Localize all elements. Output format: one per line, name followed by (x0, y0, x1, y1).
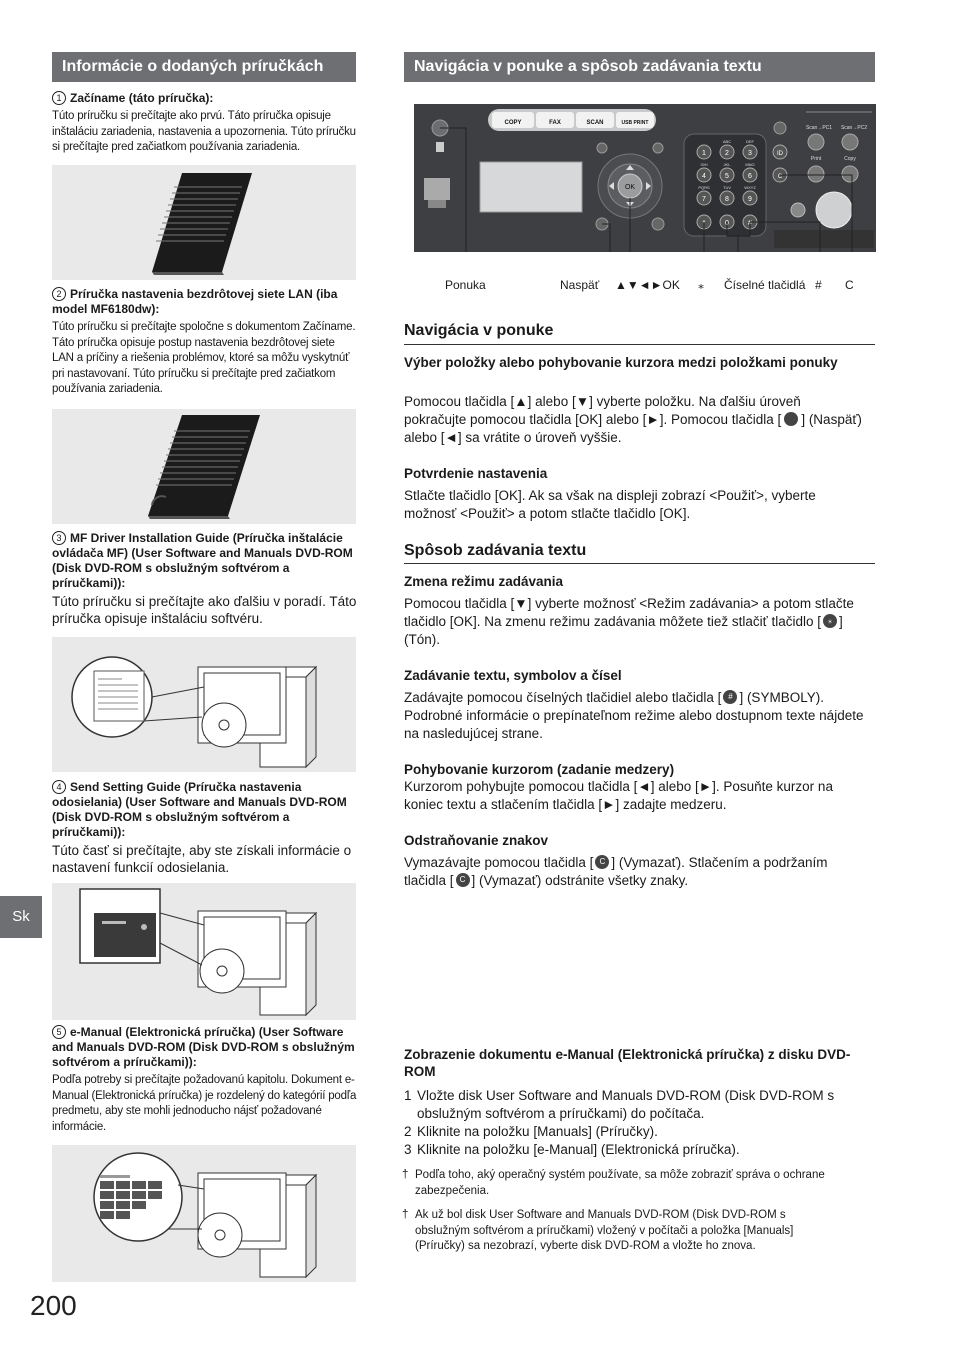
text-paragraph-delete: Vymazávajte pomocou tlačidla [ C ] (Vymazať). Stlačením a podržaním tlačidla [ C ] (Vymazať) odstránite všetky znaky. (404, 855, 828, 888)
nav-section-title: Navigácia v ponuke (404, 322, 554, 339)
manual-item-body: Túto príručku si prečítajte ako prvú. Táto príručka opisuje inštaláciu zariadenia, nastavenia a upozornenia. Túto príručku si prečítajte pred začiatkom používania zariadenia. (52, 110, 356, 153)
callout-star: ⁎ (698, 278, 704, 292)
callout-hash: # (815, 278, 822, 292)
callout-arrows-ok: ▲▼◄►OK (615, 278, 680, 292)
control-panel-illustration (414, 104, 876, 252)
computer-dvd-illustration (52, 883, 356, 1020)
tone-button-icon: ⁎ (823, 614, 837, 628)
manual-item-4 (52, 780, 358, 876)
text-subheading-delete: Odstraňovanie znakov (404, 833, 549, 848)
copy2-label: Copy (844, 156, 856, 162)
manual-item-body: Podľa potreby si prečítajte požadovanú kapitolu. Dokument e-Manual (Elektronická príručka) je rozdelený do kategórií podľa predmetu, aby ste mohli jednoducho nájsť požadované informácie. (52, 1074, 357, 1133)
booklet-illustration (52, 409, 356, 524)
booklet-illustration (52, 165, 356, 280)
key-4-letters: GHI (700, 162, 708, 167)
key-8: 8 (725, 196, 729, 203)
manual-item-2 (52, 287, 358, 398)
callout-labels (414, 278, 876, 296)
control-panel-diagram (414, 104, 876, 252)
manual-item-body: Túto časť si prečítajte, aby ste získali informácie o nastavení funkcií odosielania. (52, 843, 352, 875)
key-0: 0 (725, 220, 729, 227)
number-2-icon: 2 (52, 287, 66, 301)
list-item: 1 Vložte disk User Software and Manuals DVD-ROM (Disk DVD-ROM s obslužným softvérom a príručkami) do počítača. (404, 1088, 835, 1121)
computer-icon (52, 883, 356, 1020)
computer-dvd-illustration (52, 637, 356, 772)
number-3-icon: 3 (52, 531, 66, 545)
text-paragraph-input: Zadávajte pomocou číselných tlačidiel alebo tlačidla [ # ] (SYMBOLY). Podrobné informácie o prepínateľnom režime alebo dostupnom texte nájdete na nasledujúcej strane. (404, 690, 864, 741)
nav-subheading-select: Výber položky alebo pohybovanie kurzora medzi položkami ponuky (404, 355, 838, 370)
section-divider (404, 344, 875, 345)
manual-item-3 (52, 531, 358, 627)
key-star: * (702, 220, 706, 227)
booklet-icon (52, 409, 356, 524)
clear-button-icon: C (456, 873, 470, 887)
key-4: 4 (702, 173, 706, 180)
manual-item-title: Začíname (táto príručka): (70, 91, 214, 105)
language-tab: Sk (0, 896, 42, 938)
list-item: 2 Kliknite na položku [Manuals] (Príručky). (404, 1124, 658, 1139)
key-5: 5 (725, 173, 729, 180)
key-7-letters: PQRS (698, 185, 710, 190)
section-divider (404, 563, 875, 564)
footnotes (402, 1168, 842, 1255)
scan-pc1-label: Scan→PC1 (805, 125, 833, 131)
lcd-display (480, 162, 582, 212)
key-1: 1 (702, 150, 706, 157)
footnote: † Ak už bol disk User Software and Manuals DVD-ROM (Disk DVD-ROM s obslužným softvérom a príručkami) vložený v počítači a položka [Manuals] (Príručky) sa nezobrazí, vyberte disk DVD-ROM a vložte ho znova. (402, 1209, 794, 1252)
scan-button-label: SCAN (586, 120, 604, 126)
manual-item-body: Túto príručku si prečítajte spoločne s dokumentom Začíname. Táto príručka opisuje postup nastavenia bezdrôtovej siete LAN a príčiny a riešenia problémov, ktoré sa môžu vyskytnúť pri nastavovaní. Túto príručku si prečítajte pred začiatkom používania zariadenia. (52, 321, 356, 395)
computer-dvd-illustration (52, 1145, 356, 1282)
number-5-icon: 5 (52, 1025, 66, 1039)
id-button-label: ID (777, 151, 783, 157)
text-paragraph-cursor: Kurzorom pohybujte pomocou tlačidla [◄] alebo [►]. Posuňte kurzor na koniec textu a stlačením tlačidla [►] zadajte medzeru. (404, 779, 833, 812)
nav-subheading-confirm: Potvrdenie nastavenia (404, 466, 548, 481)
clear-button-icon: C (595, 855, 609, 869)
page-number: 200 (30, 1290, 77, 1321)
nav-paragraph-select: Pomocou tlačidla [▲] alebo [▼] vyberte položku. Na ďalšiu úroveň pokračujte pomocou tlačidla [OK] alebo [►]. Pomocou tlačidla [ ] (Naspäť) alebo [◄] sa vrátite o úroveň vyššie. (404, 394, 862, 445)
footnote: † Podľa toho, aký operačný systém používate, sa môže zobraziť správa o ochrane zabezpečenia. (402, 1169, 825, 1197)
callout-numeric-keys: Číselné tlačidlá (724, 278, 806, 292)
back-button-icon (784, 412, 798, 426)
manual-item-5 (52, 1025, 358, 1135)
key-8-letters: TUV (723, 185, 731, 190)
symbols-button-icon: # (723, 690, 737, 704)
left-section-header: Informácie o dodaných príručkách (52, 52, 356, 82)
start-button[interactable] (816, 192, 852, 228)
text-paragraph-mode: Pomocou tlačidla [▼] vyberte možnosť <Režim zadávania> a potom stlačte tlačidlo [OK]. Na zmenu režimu zadávania môžete tiež stlačiť tlačidlo [ ⁎ ] (Tón). (404, 596, 854, 647)
emanual-steps (404, 1087, 870, 1159)
callout-ponuka: Ponuka (445, 278, 486, 292)
number-1-icon: 1 (52, 91, 66, 105)
text-section-title: Spôsob zadávania textu (404, 542, 587, 559)
emanual-heading: Zobrazenie dokumentu e-Manual (Elektronická príručka) z disku DVD-ROM (404, 1047, 851, 1079)
print-label: Print (810, 156, 822, 162)
key-6: 6 (748, 173, 752, 180)
manual-item-title: e-Manual (Elektronická príručka) (User Software and Manuals DVD-ROM (Disk DVD-ROM s obslužným softvérom a príručkami)): (52, 1025, 355, 1069)
fax-button-label: FAX (549, 120, 561, 126)
computer-icon (52, 1145, 356, 1282)
nav-paragraph-confirm: Stlačte tlačidlo [OK]. Ak sa však na displeji zobrazí <Použiť>, vyberte možnosť <Použiť> a potom stlačte tlačidlo [OK]. (404, 488, 816, 521)
key-2: 2 (725, 150, 729, 157)
right-section-header: Navigácia v ponuke a spôsob zadávania textu (404, 52, 875, 82)
copy-button-label: COPY (504, 120, 522, 126)
key-hash: # (748, 220, 752, 227)
callout-naspat: Naspäť (560, 278, 600, 292)
key-2-letters: ABC (722, 139, 732, 144)
key-9: 9 (748, 196, 752, 203)
scan-pc2-label: Scan→PC2 (840, 125, 868, 131)
usb-print-button-label: USB PRINT (621, 120, 649, 126)
stop-button[interactable] (791, 203, 805, 217)
manual-item-title: Príručka nastavenia bezdrôtovej siete LAN (iba model MF6180dw): (52, 287, 338, 316)
key-3-letters: DEF (746, 139, 754, 144)
manual-item-1 (52, 91, 358, 156)
ok-button-label: OK (624, 184, 636, 191)
key-7: 7 (702, 196, 706, 203)
key-3: 3 (748, 150, 752, 157)
key-6-letters: MNO (745, 162, 755, 167)
text-subheading-mode: Zmena režimu zadávania (404, 574, 564, 589)
computer-icon (52, 637, 356, 772)
manual-item-body: Túto príručku si prečítajte ako ďalšiu v poradí. Táto príručka opisuje inštaláciu softvéru. (52, 594, 357, 626)
manual-item-title: Send Setting Guide (Príručka nastavenia odosielania) (User Software and Manuals DVD-ROM (Disk DVD-ROM s obslužným softvérom a príručkami)): (52, 780, 347, 839)
text-subheading-input: Zadávanie textu, symbolov a čísel (404, 668, 622, 683)
callout-c: C (845, 278, 854, 292)
number-4-icon: 4 (52, 780, 66, 794)
list-item: 3 Kliknite na položku [e-Manual] (Elektronická príručka). (404, 1142, 740, 1157)
manual-item-title: MF Driver Installation Guide (Príručka inštalácie ovládača MF) (User Software and Manuals DVD-ROM (Disk DVD-ROM s obslužným softvérom a príručkami)): (52, 531, 353, 590)
c-button-label: C (777, 174, 783, 180)
key-9-letters: WXYZ (744, 185, 756, 190)
key-5-letters: JKL (723, 162, 731, 167)
booklet-icon (52, 165, 356, 280)
text-subheading-cursor: Pohybovanie kurzorom (zadanie medzery) (404, 762, 675, 777)
